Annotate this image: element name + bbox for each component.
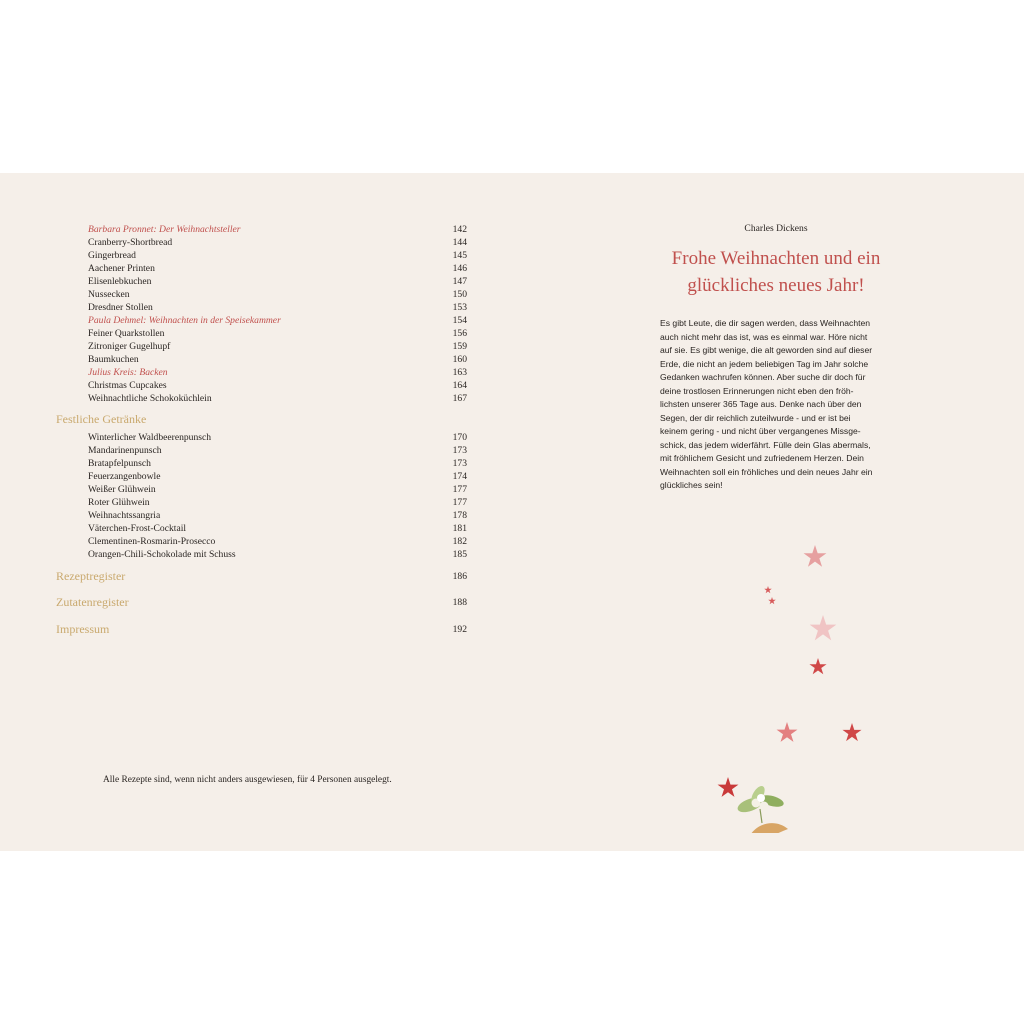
toc-entry-title: Weißer Glühwein bbox=[88, 484, 156, 495]
toc-entry[interactable] bbox=[88, 509, 467, 522]
toc-entry-page: 177 bbox=[452, 497, 467, 508]
toc-entry[interactable] bbox=[88, 366, 467, 379]
toc-entry[interactable] bbox=[88, 327, 467, 340]
toc-entry-page: 173 bbox=[452, 445, 467, 456]
star-icon bbox=[809, 658, 826, 674]
toc-entry-page: 144 bbox=[452, 237, 467, 248]
toc-entry[interactable] bbox=[88, 340, 467, 353]
toc-entry-title: Winterlicher Waldbeerenpunsch bbox=[88, 432, 212, 443]
toc-section-title: Zutatenregister bbox=[56, 595, 129, 609]
toc-entry-title: Nussecken bbox=[88, 289, 130, 300]
toc-entry-title: Feuerzangenbowle bbox=[88, 471, 161, 482]
star-icon bbox=[777, 722, 798, 742]
toc-entry-title: Barbara Pronnet: Der Weihnachtsteller bbox=[88, 224, 241, 235]
toc-entry-title: Väterchen-Frost-Cocktail bbox=[88, 523, 187, 534]
toc-section-page: 188 bbox=[452, 597, 467, 608]
toc-entry-page: 170 bbox=[452, 432, 467, 443]
quote-line: schick, das jedem widerfährt. Fülle dein Glas abermals, bbox=[660, 439, 871, 450]
toc-entry-page: 147 bbox=[452, 276, 467, 287]
toc-entry-title: Bratapfelpunsch bbox=[88, 458, 151, 469]
toc-entry-title: Weihnachtssangria bbox=[88, 510, 161, 521]
quote-line: glückliches sein! bbox=[660, 480, 723, 490]
toc-entry-title: Mandarinenpunsch bbox=[88, 445, 162, 456]
toc-entry-title: Aachener Printen bbox=[88, 263, 155, 274]
toc-entry-title: Orangen-Chili-Schokolade mit Schuss bbox=[88, 549, 236, 560]
toc-entry[interactable] bbox=[88, 314, 467, 327]
toc-entry-page: 146 bbox=[452, 263, 467, 274]
toc-entry[interactable] bbox=[88, 301, 467, 314]
toc-entry-page: 181 bbox=[452, 523, 467, 534]
toc-entry-page: 160 bbox=[452, 354, 467, 365]
toc-entry[interactable] bbox=[88, 223, 467, 236]
toc-entry-page: 167 bbox=[452, 393, 467, 404]
quote-line: auf sie. Es gibt wenige, die alt geworden sind auf dieser bbox=[660, 345, 873, 355]
quote-line: Segen, der dir reichlich zuteilwurde - und er ist bei bbox=[660, 412, 851, 423]
toc-entry-title: Christmas Cupcakes bbox=[88, 380, 167, 391]
toc-section-imprint[interactable] bbox=[56, 621, 467, 637]
toc-entry-page: 178 bbox=[452, 510, 467, 521]
quote-line: auch nicht mehr das ist, was es einmal war. Höre nicht bbox=[660, 331, 868, 342]
toc-entry-title: Gingerbread bbox=[88, 250, 136, 261]
toc-entry[interactable] bbox=[88, 392, 467, 405]
toc-entry[interactable] bbox=[88, 379, 467, 392]
quote-line: Erde, die nicht an jedem beliebigen Tag im Jahr solche bbox=[660, 358, 869, 369]
toc-entry[interactable] bbox=[88, 262, 467, 275]
toc-section-title: Rezeptregister bbox=[56, 569, 126, 583]
servings-footnote: Alle Rezepte sind, wenn nicht anders ausgewiesen, für 4 Personen ausgelegt. bbox=[103, 775, 392, 785]
table-of-contents-page bbox=[0, 173, 512, 851]
toc-entry[interactable] bbox=[88, 522, 467, 535]
toc-section-recipe-index[interactable] bbox=[56, 568, 467, 584]
toc-section-drinks[interactable] bbox=[56, 411, 467, 427]
toc-entry[interactable] bbox=[88, 535, 467, 548]
toc-entry-title: Cranberry-Shortbread bbox=[88, 237, 173, 248]
toc-entry-page: 185 bbox=[452, 549, 467, 560]
toc-entry-page: 159 bbox=[452, 341, 467, 352]
star-icon bbox=[768, 597, 776, 604]
star-icon bbox=[718, 777, 739, 797]
toc-entry-page: 173 bbox=[452, 458, 467, 469]
quote-heading-line: glückliches neues Jahr! bbox=[687, 275, 865, 296]
toc-entry[interactable] bbox=[88, 548, 467, 561]
quote-heading-line: Frohe Weihnachten und ein bbox=[671, 248, 881, 269]
toc-entry-page: 145 bbox=[452, 250, 467, 261]
quote-author: Charles Dickens bbox=[744, 223, 808, 234]
toc-entry[interactable] bbox=[88, 431, 467, 444]
mistletoe-icon bbox=[736, 784, 785, 823]
star-icon bbox=[810, 615, 837, 640]
toc-entry-page: 164 bbox=[452, 380, 467, 391]
toc-entry[interactable] bbox=[88, 457, 467, 470]
quote-line: deine trostlosen Erinnerungen nicht eben den fröh- bbox=[660, 385, 854, 396]
toc-section-page: 186 bbox=[452, 571, 467, 582]
toc-entry[interactable] bbox=[88, 236, 467, 249]
toc-entry-page: 156 bbox=[452, 328, 467, 339]
quote-line: Es gibt Leute, die dir sagen werden, dass Weihnachten bbox=[660, 318, 871, 328]
bird-stars-illustration bbox=[640, 533, 880, 833]
toc-section-title: Festliche Getränke bbox=[56, 412, 147, 426]
toc-entry[interactable] bbox=[88, 496, 467, 509]
toc-entry[interactable] bbox=[88, 353, 467, 366]
toc-entry[interactable] bbox=[88, 249, 467, 262]
toc-entry-page: 174 bbox=[452, 471, 467, 482]
toc-entry-page: 177 bbox=[452, 484, 467, 495]
toc-entry[interactable] bbox=[88, 470, 467, 483]
star-icon bbox=[764, 586, 772, 593]
toc-entry[interactable] bbox=[88, 444, 467, 457]
toc-entry-title: Clementinen-Rosmarin-Prosecco bbox=[88, 536, 216, 547]
toc-entry-title: Weihnachtliche Schokoküchlein bbox=[88, 393, 212, 404]
toc-entry-title: Julius Kreis: Backen bbox=[88, 367, 168, 378]
toc-entry-title: Elisenlebkuchen bbox=[88, 276, 152, 287]
toc-entry-page: 142 bbox=[452, 224, 467, 235]
star-icon bbox=[804, 545, 827, 567]
toc-entry[interactable] bbox=[88, 483, 467, 496]
toc-section-page: 192 bbox=[452, 624, 467, 635]
toc-entry[interactable] bbox=[88, 288, 467, 301]
toc-entry-page: 163 bbox=[452, 367, 467, 378]
quote-line: keinem gering - und nicht über vergangenes Missge- bbox=[660, 426, 861, 436]
toc-section-title: Impressum bbox=[56, 622, 110, 636]
quote-line: lichsten unserer 365 Tage aus. Denke nach über den bbox=[660, 399, 862, 409]
toc-entry-page: 154 bbox=[452, 315, 467, 326]
bird-icon bbox=[648, 823, 790, 833]
toc-entry-page: 182 bbox=[452, 536, 467, 547]
toc-entry-title: Roter Glühwein bbox=[88, 497, 150, 508]
star-icon bbox=[842, 723, 861, 741]
toc-entry-page: 150 bbox=[452, 289, 467, 300]
quote-line: Weihnachten soll ein fröhliches und dein neues Jahr ein bbox=[660, 466, 873, 477]
toc-entry[interactable] bbox=[88, 275, 467, 288]
quote-line: Gedanken wachrufen können. Aber suche dir doch für bbox=[660, 372, 866, 382]
toc-entry-title: Paula Dehmel: Weihnachten in der Speisekammer bbox=[88, 315, 281, 326]
toc-entry-title: Feiner Quarkstollen bbox=[88, 328, 165, 339]
book-spread bbox=[0, 173, 1024, 851]
toc-entry-title: Zitroniger Gugelhupf bbox=[88, 341, 171, 352]
toc-section-ingredient-index[interactable] bbox=[56, 594, 467, 610]
toc-entry-title: Baumkuchen bbox=[88, 354, 139, 365]
toc-entry-page: 153 bbox=[452, 302, 467, 313]
toc-entry-title: Dresdner Stollen bbox=[88, 302, 153, 313]
quote-line: mit fröhlichem Gesicht und zufriedenem Herzen. Dein bbox=[660, 453, 864, 463]
quote-heading bbox=[652, 245, 900, 299]
quote-body bbox=[660, 317, 900, 493]
